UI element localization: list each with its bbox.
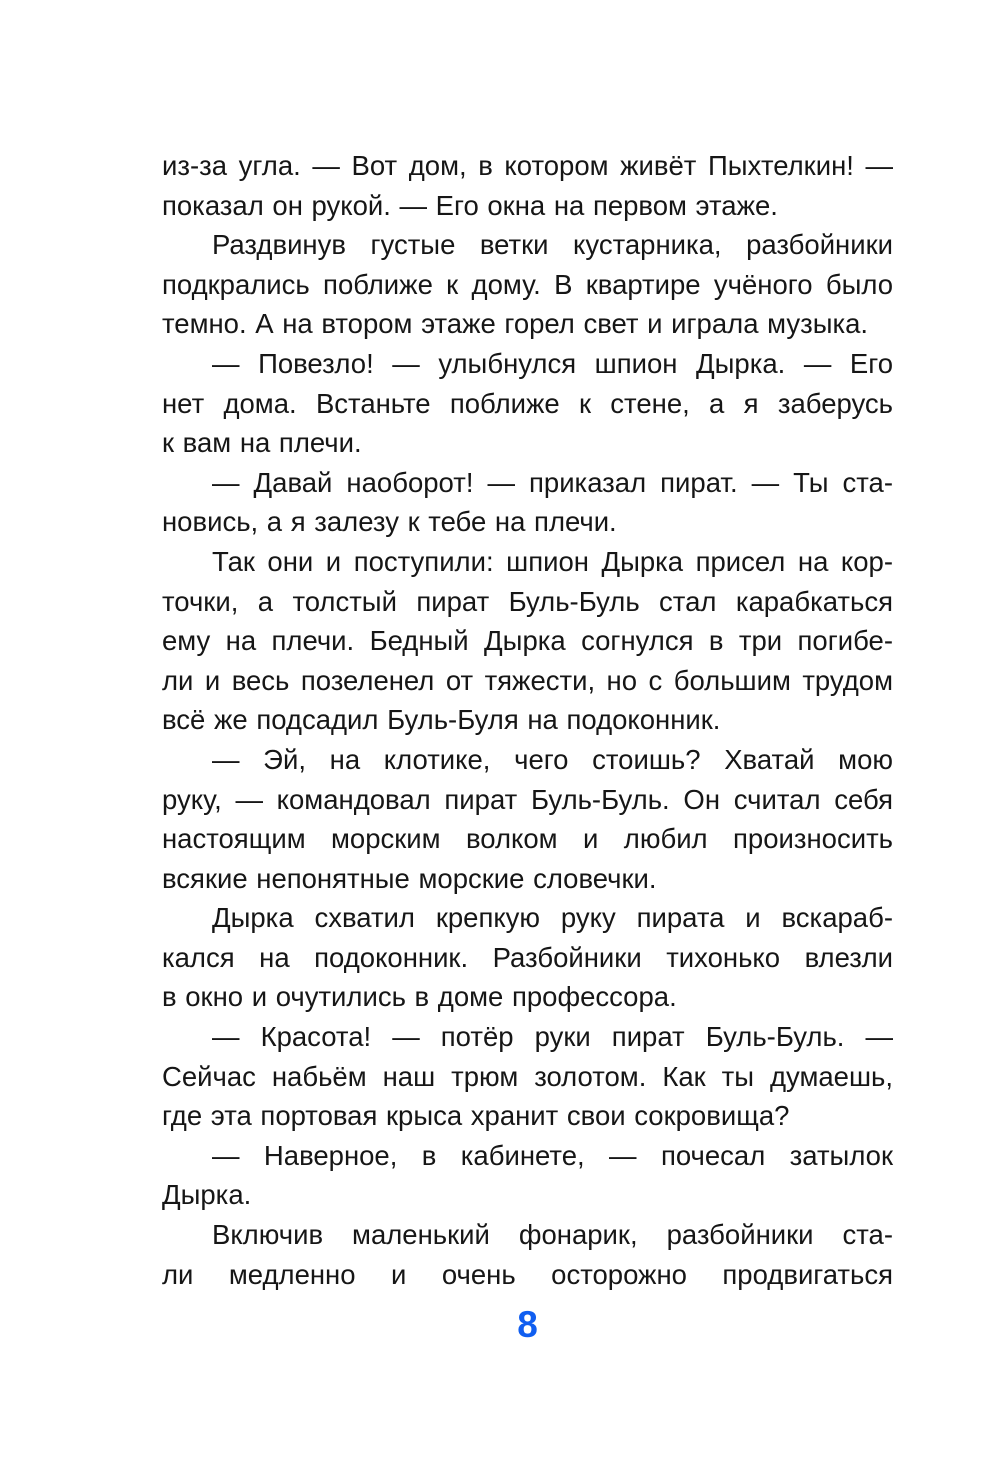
text-line: всё же подсадил Буль-Буля на подоконник.	[162, 704, 721, 736]
text-line: ему на плечи. Бедный Дырка согнулся в три погибе-	[162, 625, 893, 657]
text-line: — Эй, на клотике, чего стоишь? Хватай мою	[212, 743, 893, 775]
text-line: в окно и очутились в доме профессора.	[162, 981, 677, 1013]
text-line: Раздвинув густые ветки кустарника, разбойники	[212, 229, 893, 261]
text-line: настоящим морским волком и любил произносить	[162, 823, 893, 855]
text-line: показал он рукой. — Его окна на первом этаже.	[162, 189, 778, 221]
text-line: Включив маленький фонарик, разбойники ста-	[212, 1219, 893, 1251]
text-line: ли и весь позеленел от тяжести, но с большим трудом	[162, 664, 893, 696]
text-line: где эта портовая крыса хранит свои сокровища?	[162, 1100, 790, 1132]
text-line: Дырка.	[162, 1179, 252, 1211]
page-number: 8	[517, 1304, 538, 1345]
text-line: темно. А на втором этаже горел свет и играла музыка.	[162, 308, 869, 340]
text-line: Сейчас набьём наш трюм золотом. Как ты думаешь,	[162, 1060, 893, 1092]
text-line: руку, — командовал пират Буль-Буль. Он считал себя	[162, 783, 893, 815]
text-line: Дырка схватил крепкую руку пирата и вскараб-	[212, 902, 893, 934]
text-line: — Наверное, в кабинете, — почесал затылок	[212, 1139, 893, 1171]
text-line: Так они и поступили: шпион Дырка присел на кор-	[212, 545, 893, 577]
text-line: кался на подоконник. Разбойники тихонько влезли	[162, 941, 893, 973]
page-text	[162, 146, 893, 1294]
text-line: ли медленно и очень осторожно продвигаться	[162, 1258, 893, 1290]
text-line: — Красота! — потёр руки пират Буль-Буль. —	[212, 1021, 893, 1053]
text-line: подкрались поближе к дому. В квартире учёного было	[162, 268, 893, 300]
text-line: новись, а я залезу к тебе на плечи.	[162, 506, 617, 538]
text-line: нет дома. Встаньте поближе к стене, а я заберусь	[162, 387, 893, 419]
text-line: точки, а толстый пират Буль-Буль стал карабкаться	[162, 585, 893, 617]
text-line: из-за угла. — Вот дом, в котором живёт Пыхтелкин! —	[162, 150, 893, 181]
text-line: — Повезло! — улыбнулся шпион Дырка. — Его	[212, 347, 893, 379]
text-line: к вам на плечи.	[162, 427, 362, 459]
text-line: — Давай наоборот! — приказал пират. — Ты ста-	[212, 466, 893, 498]
text-line: всякие непонятные морские словечки.	[162, 862, 657, 894]
